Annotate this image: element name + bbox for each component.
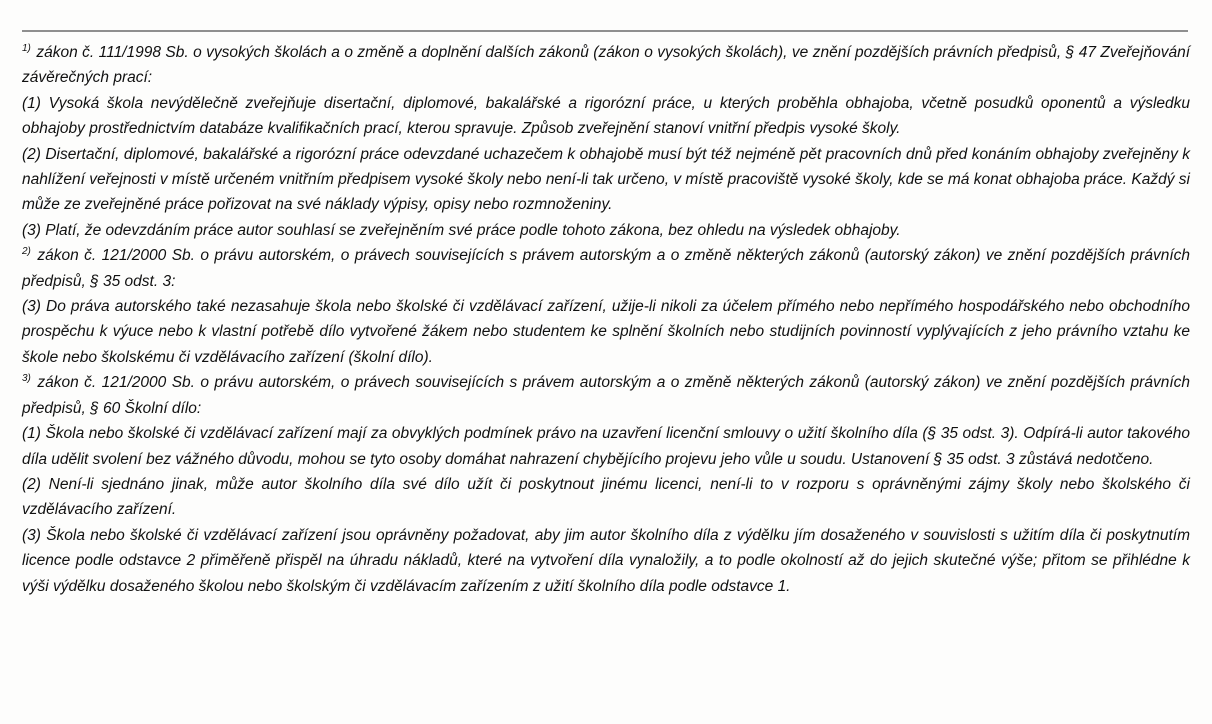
footnote-2-heading: $^{2)}$ zákon č. 121/2000 Sb. o právu autorském, o právech souvisejících s právem autorským a o změně některých zákonů (autorský zákon) ve znění pozdějších právních předpisů, § 35 odst. 3: bbox=[22, 246, 1191, 290]
footnote-1-paragraph-1: (1) Vysoká škola nevýdělečně zveřejňuje disertační, diplomové, bakalářské a rigorózní práce, u kterých proběhla obhajoba, včetně posudků oponentů a výsledku obhajoby prostřednictvím databáze kvalifikačních prací, kterou spravuje. Způsob zveřejnění stanoví vnitřní předpis vysoké školy. bbox=[22, 94, 1190, 138]
footnote-1-heading: $^{1)}$ zákon č. 111/1998 Sb. o vysokých školách a o změně a doplnění dalších zákonů (zákon o vysokých školách), ve znění pozdějších právních předpisů, § 47 Zveřejňování závěrečných prací: bbox=[22, 43, 1190, 87]
footnote-1-paragraph-3: (3) Platí, že odevzdáním práce autor souhlasí se zveřejněním své práce podle tohoto zákona, bez ohledu na výsledek obhajoby. bbox=[22, 221, 901, 239]
footnote-3-paragraph-1: (1) Škola nebo školské či vzdělávací zařízení mají za obvyklých podmínek právo na uzavření licenční smlouvy o užití školního díla (§ 35 odst. 3). Odpírá-li autor takového díla udělit svolení bez vážného důvodu, mohou se tyto osoby domáhat nahrazení chybějícího projevu jeho vůle u soudu. Ustanovení § 35 odst. 3 zůstává nedotčeno. bbox=[22, 425, 1190, 468]
footnote-2-paragraph-1: (3) Do práva autorského také nezasahuje škola nebo školské či vzdělávací zařízení, užije-li nikoli za účelem přímého nebo nepřímého hospodářského nebo obchodního prospěchu k výuce nebo k vlastní potřebě dílo vytvořené žákem nebo studentem ke splnění školních nebo studijních povinností vyplývajících z jeho právního vztahu ke škole nebo školskému či vzdělávacího zařízení (školní dílo). bbox=[22, 298, 1190, 366]
footnote-3-paragraph-2: (2) Není-li sjednáno jinak, může autor školního díla své dílo užít či poskytnout jinému licenci, není-li to v rozporu s oprávněnými zájmy školy nebo školského či vzdělávacího zařízení. bbox=[22, 475, 1190, 519]
footnote-2-mark: 2) bbox=[22, 246, 31, 258]
footnote-1-mark: 1) bbox=[22, 43, 31, 54]
footnote-1-paragraph-2: (2) Disertační, diplomové, bakalářské a rigorózní práce odevzdané uchazečem k obhajobě musí být též nejméně pět pracovních dnů před konáním obhajoby zveřejněny k nahlížení veřejnosti v místě určeném vnitřním předpisem vysoké školy nebo není-li tak určeno, v místě pracoviště vysoké školy, kde se má konat obhajoba práce. Každý si může ze zveřejněné práce pořizovat na své náklady výpisy, opisy nebo rozmnoženiny. bbox=[22, 145, 1190, 214]
footnote-3-heading: $^{3)}$ zákon č. 121/2000 Sb. o právu autorském, o právech souvisejících s právem autorským a o změně některých zákonů (autorský zákon) ve znění pozdějších právních předpisů, § 60 Školní dílo: bbox=[22, 373, 1191, 417]
footnote-3-paragraph-3: (3) Škola nebo školské či vzdělávací zařízení jsou oprávněny požadovat, aby jim autor školního díla z výdělku jím dosaženého v souvislosti s užitím díla či poskytnutím licence podle odstavce 2 přiměřeně přispěl na úhradu nákladů, které na vytvoření díla vynaložily, a to podle okolností až do jejich skutečné výše; přitom se přihlédne k výši výdělku dosaženého školou nebo školským či vzdělávacím zařízením z užití školního díla podle odstavce 1. bbox=[22, 526, 1190, 595]
footnotes-block bbox=[22, 40, 1190, 599]
footnote-3-mark: 3) bbox=[22, 373, 31, 385]
footnote-separator-line bbox=[22, 30, 1188, 32]
